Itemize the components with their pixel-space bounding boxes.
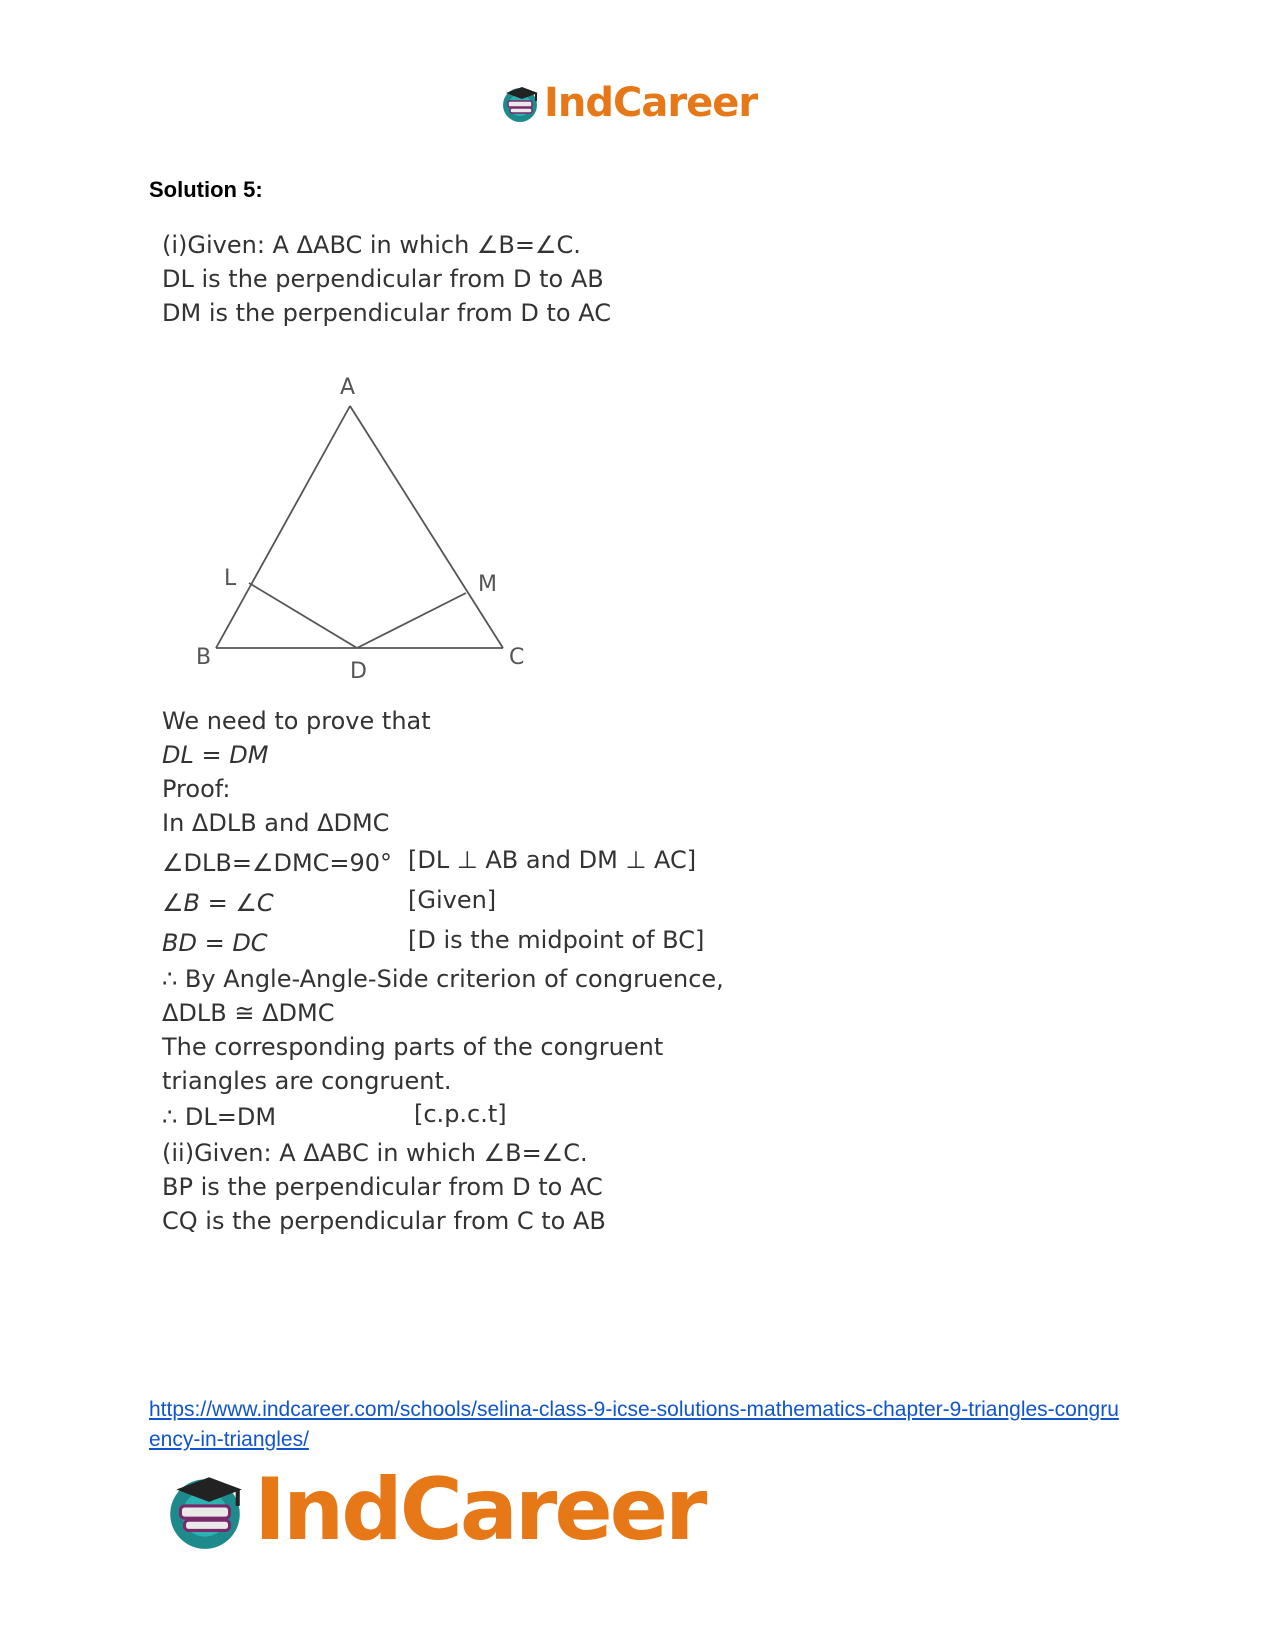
proof-congruence: ΔDLB ≅ ΔDMC [162,999,335,1027]
step-1-reason: [DL ⊥ AB and DM ⊥ AC] [408,846,697,874]
step-2-statement: ∠B = ∠C [162,889,274,917]
cpct-line-2: triangles are congruent. [162,1067,452,1095]
proof-conclusion: ∴ DL=DM [162,1103,277,1131]
side-ac [350,406,503,648]
label-d: D [350,659,367,680]
proof-label: Proof: [162,775,231,803]
proof-goal: DL = DM [162,741,269,769]
given-line-1: (i)Given: A ΔABC in which ∠B=∠C. [162,231,581,259]
step-1-statement: ∠DLB=∠DMC=90° [162,849,393,877]
label-b: B [196,645,212,670]
graduation-cap-globe-icon [498,81,542,125]
segment-dm [357,593,466,648]
part2-line-1: (ii)Given: A ΔABC in which ∠B=∠C. [162,1139,588,1167]
graduation-cap-globe-icon [160,1465,250,1555]
given-line-2: DL is the perpendicular from D to AB [162,265,604,293]
label-m: M [478,572,497,597]
proof-criterion: ∴ By Angle-Angle-Side criterion of congruence, [162,965,724,993]
step-2-reason: [Given] [408,886,497,914]
label-l: L [224,566,237,591]
source-link[interactable]: https://www.indcareer.com/schools/selina-class-9-icse-solutions-mathematics-chapter-9-triangles-congruency-in-triangles/ [149,1398,1119,1451]
label-c: C [509,645,525,670]
indcareer-logo-top [498,80,757,126]
part2-line-2: BP is the perpendicular from D to AC [162,1173,603,1201]
side-ab [216,406,350,648]
conclusion-reason: [c.p.c.t] [414,1100,507,1128]
cpct-line-1: The corresponding parts of the congruent [162,1033,664,1061]
step-3-reason: [D is the midpoint of BC] [408,926,705,954]
solution-title: Solution 5: [149,177,263,202]
triangle-diagram [180,370,560,680]
segment-dl [249,583,357,648]
proof-triangles: In ΔDLB and ΔDMC [162,809,390,837]
part2-line-3: CQ is the perpendicular from C to AB [162,1207,606,1235]
step-3-statement: BD = DC [162,929,268,957]
logo-wordmark: IndCareer [254,1460,705,1560]
proof-intro: We need to prove that [162,707,431,735]
label-a: A [340,375,356,400]
given-line-3: DM is the perpendicular from D to AC [162,299,611,327]
logo-wordmark: IndCareer [544,80,758,126]
indcareer-logo-bottom [160,1460,704,1560]
